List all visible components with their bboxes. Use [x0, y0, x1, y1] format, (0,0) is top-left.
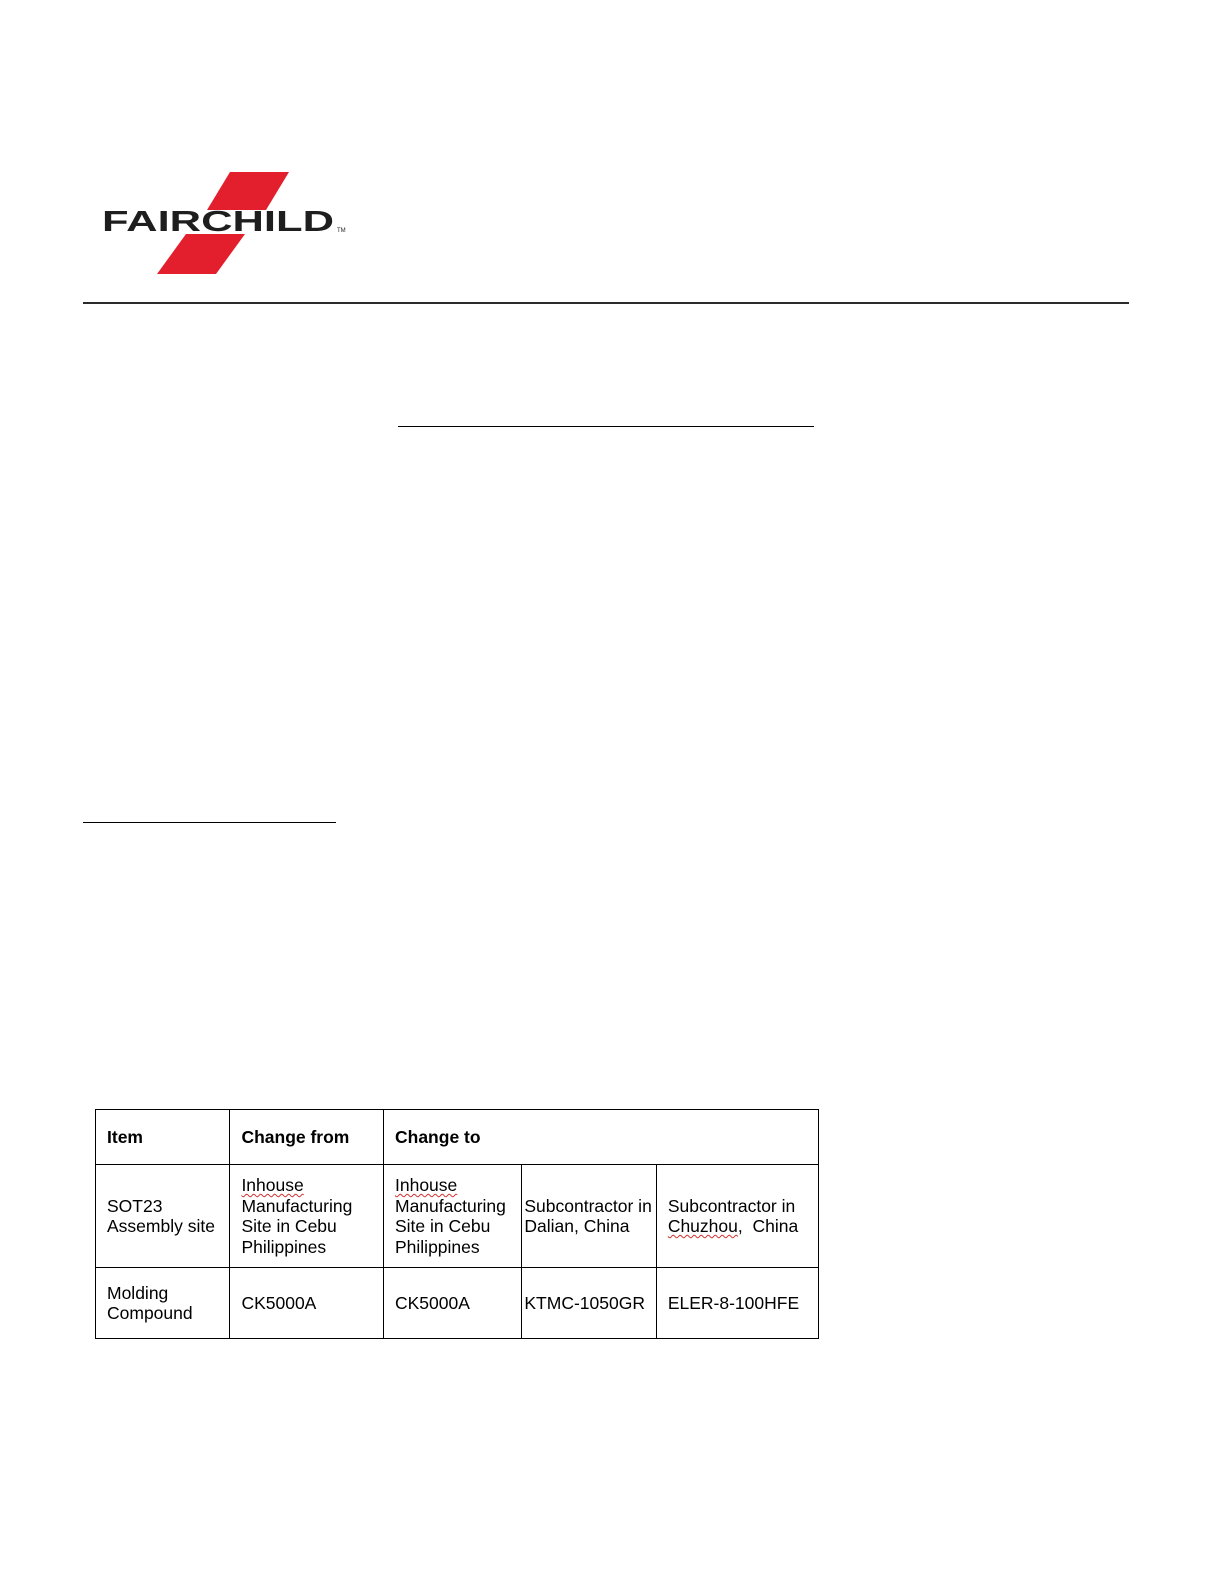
header-change-to: Change to [384, 1110, 819, 1165]
header-change-from: Change from [230, 1110, 384, 1165]
fairchild-logo [100, 170, 350, 276]
cell-change-to-2: Subcontractor in Dalian, China [522, 1165, 656, 1268]
title-underline [398, 426, 814, 427]
fairchild-logo-graphic [100, 170, 350, 276]
logo-stripe-top [207, 172, 289, 210]
cell-change-to-3: ELER-8-100HFE [656, 1268, 818, 1339]
change-table [95, 1109, 819, 1339]
cell-change-to-3: Subcontractor in Chuzhou, China [656, 1165, 818, 1268]
logo-trademark: TM [337, 228, 346, 234]
section-underline [83, 822, 336, 823]
table-row [96, 1165, 819, 1268]
cell-item: SOT23 Assembly site [96, 1165, 230, 1268]
header-item: Item [96, 1110, 230, 1165]
logo-stripe-bottom [157, 234, 245, 274]
cell-change-to-1: Inhouse Manufacturing Site in Cebu Philippines [384, 1165, 522, 1268]
cell-change-to-1: CK5000A [384, 1268, 522, 1339]
table-row [96, 1268, 819, 1339]
cell-change-from: Inhouse Manufacturing Site in Cebu Philippines [230, 1165, 384, 1268]
table-header-row [96, 1110, 819, 1165]
cell-change-from: CK5000A [230, 1268, 384, 1339]
header-rule [83, 302, 1129, 304]
cell-item: Molding Compound [96, 1268, 230, 1339]
cell-change-to-2: KTMC-1050GR [522, 1268, 656, 1339]
logo-wordmark: FAIRCHILD [102, 206, 334, 238]
